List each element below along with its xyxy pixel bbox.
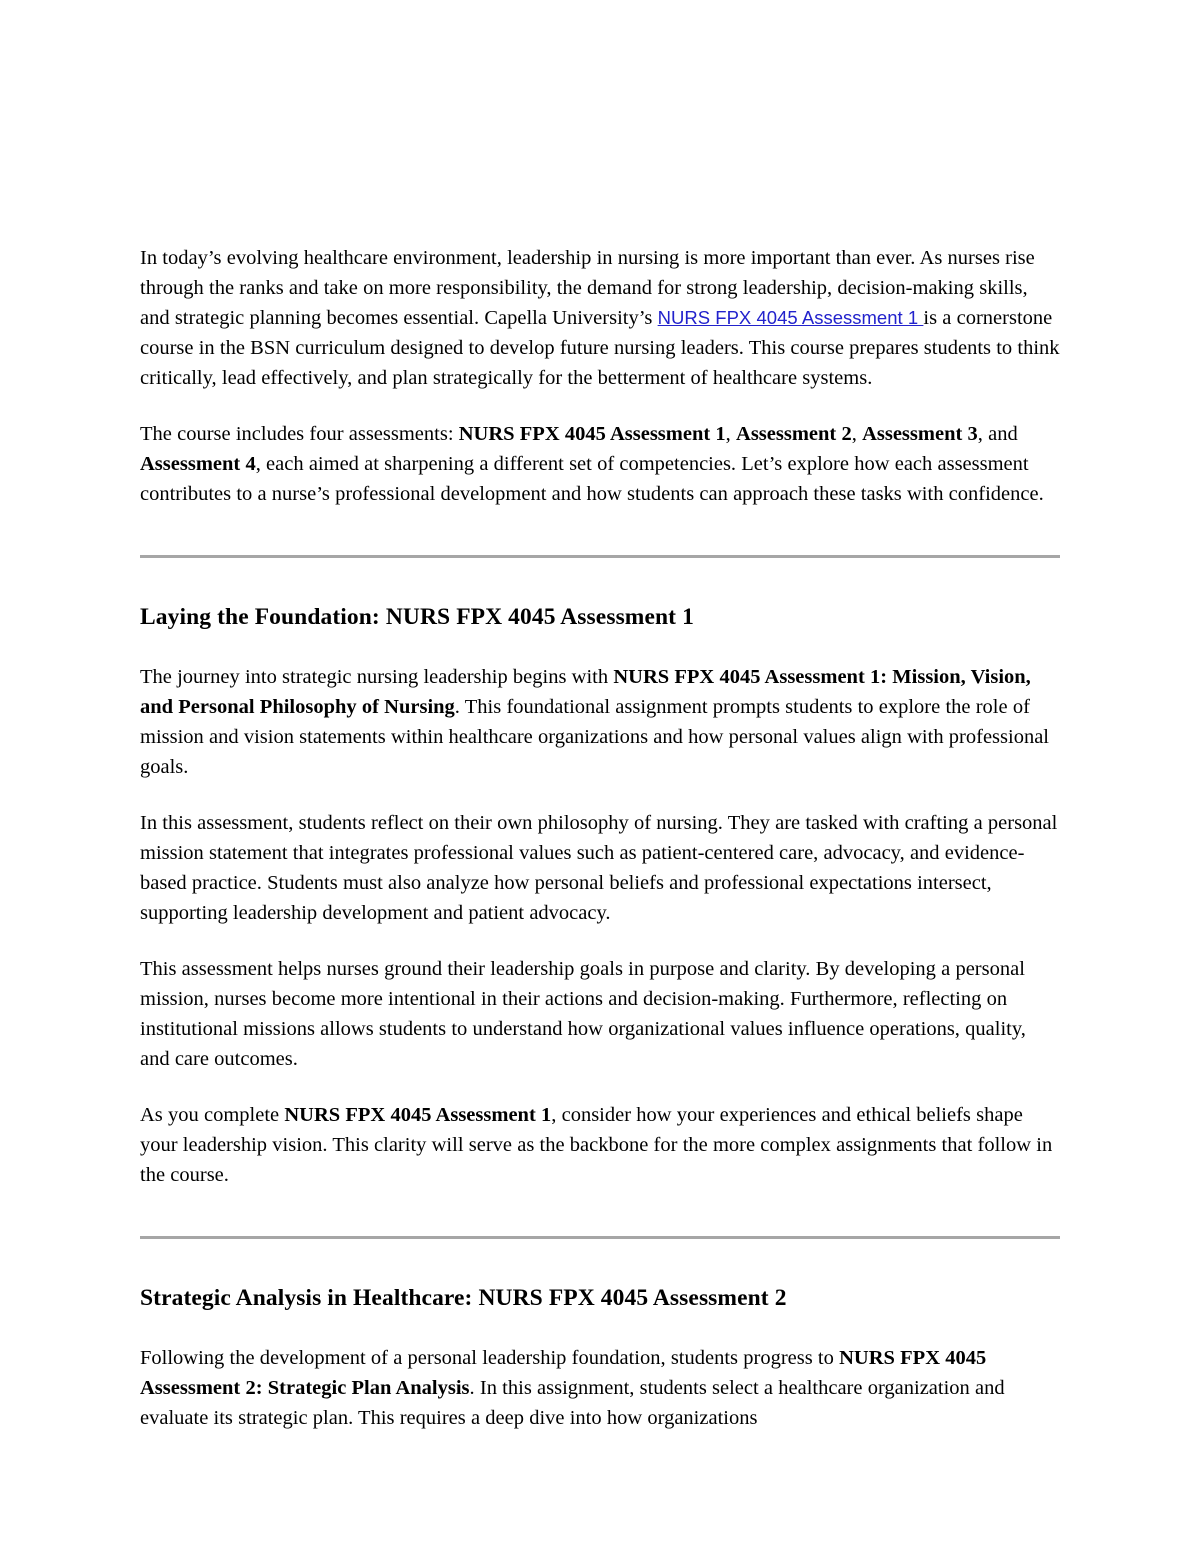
spacer xyxy=(140,1216,1060,1222)
section-1-heading: Laying the Foundation: NURS FPX 4045 Assessment 1 xyxy=(140,604,694,630)
intro-paragraph-1 xyxy=(140,243,1060,393)
section-2-heading: Strategic Analysis in Healthcare: NURS FPX 4045 Assessment 2 xyxy=(140,1285,787,1311)
intro-p2-bold-assessment-1: NURS FPX 4045 Assessment 1 xyxy=(458,423,726,445)
spacer xyxy=(140,535,1060,541)
s1-p4-bold-assessment-1: NURS FPX 4045 Assessment 1 xyxy=(284,1104,552,1126)
s1-p4-seg-1: As you complete xyxy=(140,1104,285,1126)
section-2-paragraph-1 xyxy=(140,1343,1060,1433)
s1-p1-seg-1: The journey into strategic nursing leadership begins with xyxy=(140,666,614,688)
intro-p1-text-after-link: is a cornerstone course in the BSN curriculum designed to develop future nursing leaders. This course prepares students to think critically, lead effectively, and plan strategically for the betterment of healthcare systems. xyxy=(140,307,1060,389)
intro-p2-bold-assessment-4: Assessment 4 xyxy=(140,453,256,475)
intro-paragraph-2 xyxy=(140,419,1060,509)
section-1-paragraph-3: This assessment helps nurses ground their leadership goals in purpose and clarity. By developing a personal mission, nurses become more intentional in their actions and decision-making. Furthermore, reflecting on institutional missions allows students to understand how organizational values influence operations, quality, and care outcomes. xyxy=(140,958,1026,1070)
intro-p2-seg-5: , each aimed at sharpening a different set of competencies. Let’s explore how each assessment contributes to a nurse’s professional development and how students can approach these tasks with confidence. xyxy=(140,453,1044,505)
intro-p2-bold-assessment-2: Assessment 2 xyxy=(736,423,852,445)
intro-p2-seg-4: , and xyxy=(977,423,1018,445)
section-1-paragraph-2: In this assessment, students reflect on their own philosophy of nursing. They are tasked with crafting a personal mission statement that integrates professional values such as patient-centered care, advocacy, and evidence-based practice. Students must also analyze how personal beliefs and professional expectations intersect, supporting leadership development and patient advocacy. xyxy=(140,812,1058,924)
intro-p2-seg-3: , xyxy=(851,423,863,445)
document-content xyxy=(140,243,1060,1433)
section-1-paragraph-1 xyxy=(140,662,1060,782)
s2-p1-seg-2: . In this assignment, students select a healthcare organization and evaluate its strategic plan. This requires a deep dive into how organizations xyxy=(140,1377,1005,1429)
section-divider-2 xyxy=(140,1236,1060,1239)
intro-p2-seg-2: , xyxy=(725,423,737,445)
s1-p1-bold-assessment-title: NURS FPX 4045 Assessment 1: Mission, Vision, and Personal Philosophy of Nursing xyxy=(140,666,1031,718)
s2-p1-bold-assessment-title: NURS FPX 4045 Assessment 2: Strategic Plan Analysis xyxy=(140,1347,987,1399)
s1-p1-seg-2: . This foundational assignment prompts students to explore the role of mission and vision statements within healthcare organizations and how personal values align with professional goals. xyxy=(140,696,1049,778)
s2-p1-seg-1: Following the development of a personal leadership foundation, students progress to xyxy=(140,1347,840,1369)
section-1-paragraph-4 xyxy=(140,1100,1060,1190)
intro-p1-text-before-link: In today’s evolving healthcare environment, leadership in nursing is more important than ever. As nurses rise through the ranks and take on more responsibility, the demand for strong leadership, decision-making skills, and strategic planning becomes essential. Capella University’s xyxy=(140,247,1035,329)
nurs-fpx-4045-assessment-1-link[interactable]: NURS FPX 4045 Assessment 1 xyxy=(657,307,924,328)
intro-p2-seg-1: The course includes four assessments: xyxy=(140,423,459,445)
intro-p2-bold-assessment-3: Assessment 3 xyxy=(862,423,978,445)
section-divider-1 xyxy=(140,555,1060,558)
s1-p4-seg-2: , consider how your experiences and ethical beliefs shape your leadership vision. This clarity will serve as the backbone for the more complex assignments that follow in the course. xyxy=(140,1104,1053,1186)
